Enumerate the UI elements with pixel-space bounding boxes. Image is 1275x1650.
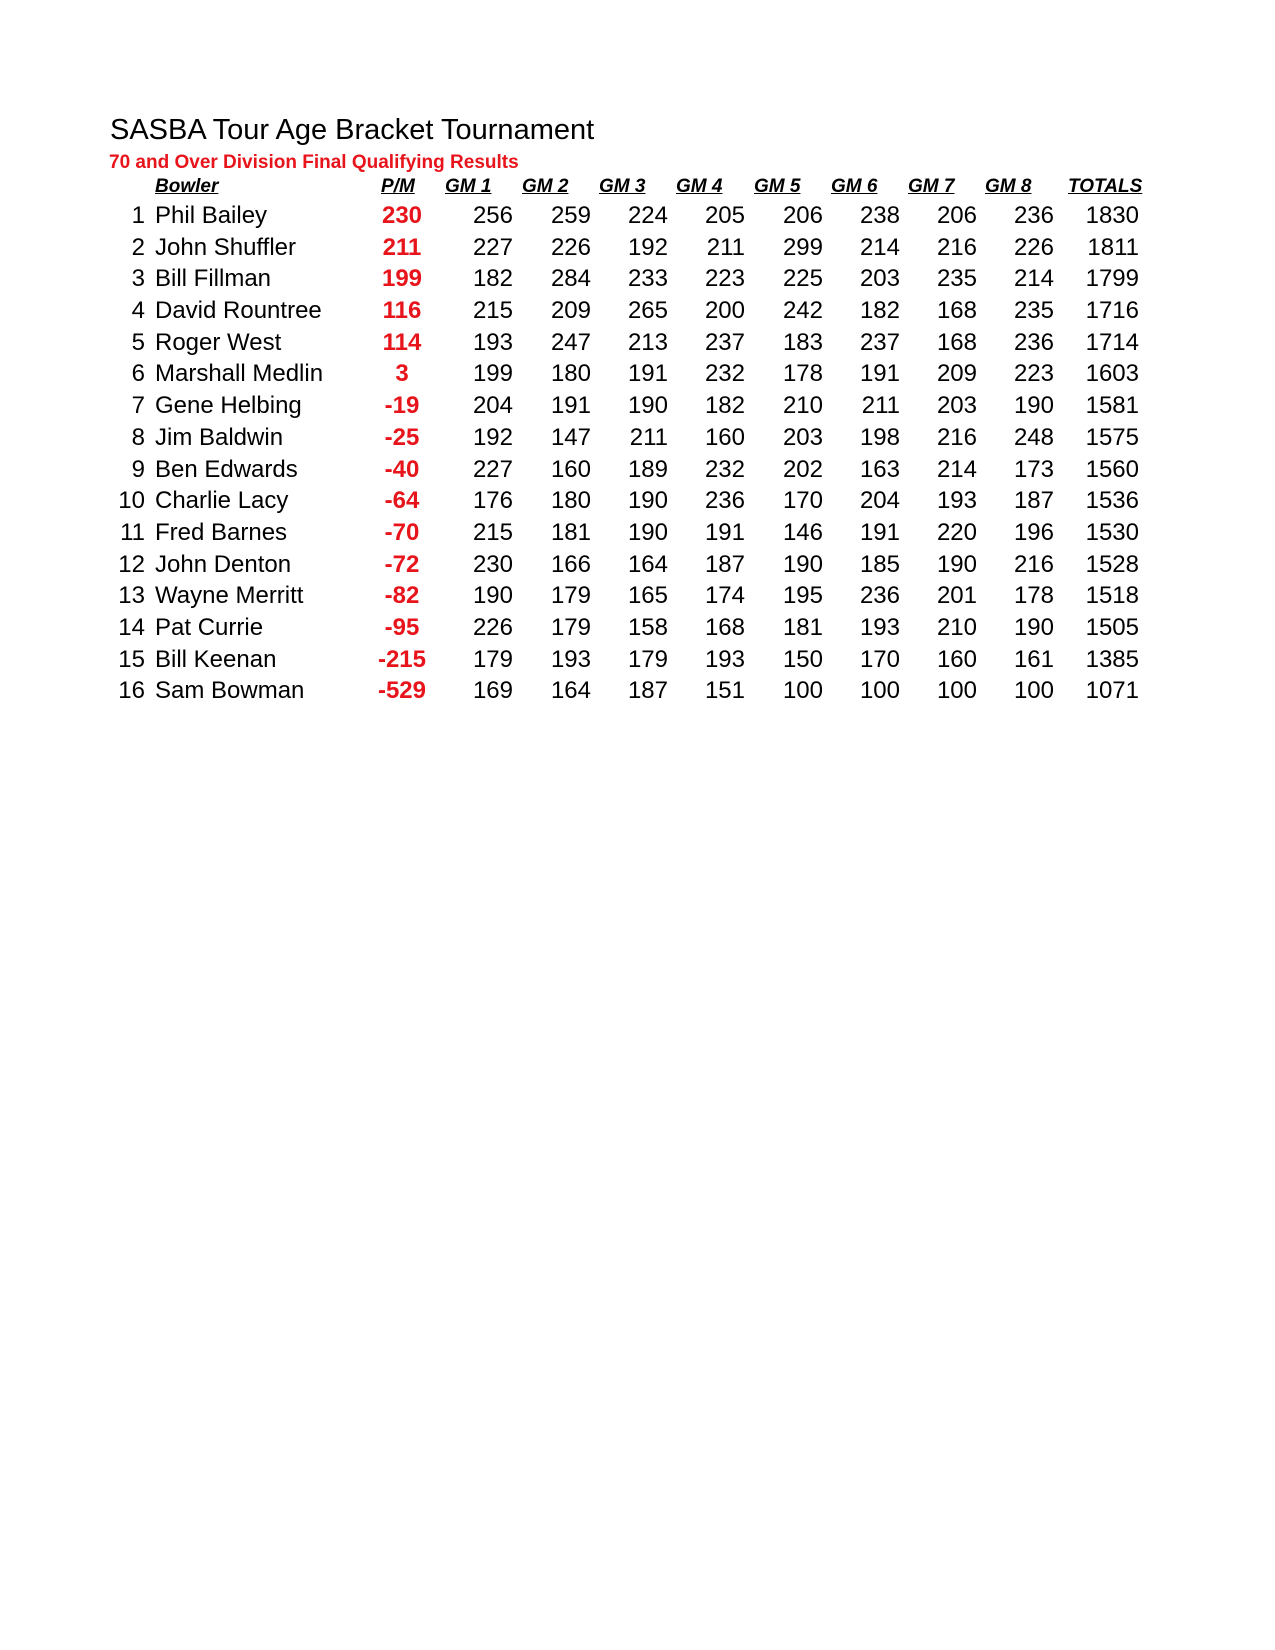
gm2-cell: 179	[550, 582, 591, 610]
pm-cell: 116	[382, 297, 422, 325]
gm4-cell: 205	[704, 202, 745, 229]
gm5-cell: 178	[782, 360, 823, 388]
table-row	[0, 358, 1275, 390]
total-cell: 1071	[1085, 677, 1139, 705]
gm6-cell: 237	[859, 328, 900, 356]
gm1-cell: 199	[472, 360, 513, 388]
gm3-cell: 189	[627, 455, 668, 483]
gm6-cell: 191	[859, 518, 900, 546]
table-row	[0, 454, 1275, 486]
gm1-cell: 182	[472, 265, 513, 293]
table-row	[0, 263, 1275, 295]
pm-cell: 230	[381, 202, 423, 229]
table-row	[0, 327, 1275, 359]
header-gm3: GM 3	[599, 176, 646, 197]
header-gm7: GM 7	[908, 176, 955, 197]
results-table	[0, 174, 1275, 707]
header-gm8: GM 8	[985, 176, 1032, 197]
gm1-cell: 215	[472, 518, 513, 546]
table-row	[0, 612, 1275, 644]
gm8-cell: 190	[1013, 613, 1054, 641]
gm2-cell: 160	[550, 455, 591, 483]
table-row	[0, 549, 1275, 581]
gm1-cell: 193	[472, 328, 513, 356]
gm8-cell: 178	[1013, 582, 1054, 610]
table-row	[0, 295, 1275, 327]
gm2-cell: 284	[550, 265, 591, 293]
gm3-cell: 190	[627, 392, 668, 420]
gm5-cell: 170	[782, 487, 823, 515]
pm-cell: -95	[384, 613, 420, 641]
table-row	[0, 517, 1275, 549]
gm6-cell: 198	[859, 423, 900, 451]
gm7-cell: 100	[936, 677, 977, 705]
bowler-name-cell: Roger West	[155, 328, 282, 356]
gm4-cell: 232	[704, 455, 745, 483]
gm4-cell: 236	[704, 487, 745, 515]
gm5-cell: 206	[782, 202, 823, 229]
rank-cell: 15	[118, 645, 145, 673]
pm-cell: 199	[381, 265, 423, 293]
table-row	[0, 200, 1275, 232]
gm5-cell: 100	[782, 677, 823, 705]
header-bowler: Bowler	[155, 176, 219, 197]
gm1-cell: 227	[472, 233, 513, 261]
gm6-cell: 203	[859, 265, 900, 293]
gm7-cell: 214	[936, 455, 977, 483]
gm5-cell: 242	[782, 297, 823, 325]
gm5-cell: 203	[782, 423, 823, 451]
bowler-name-cell: John Shuffler	[155, 233, 296, 261]
gm4-cell: 232	[704, 360, 745, 388]
total-cell: 1799	[1085, 265, 1139, 293]
header-gm4: GM 4	[676, 176, 723, 197]
gm3-cell: 265	[627, 297, 668, 325]
bowler-name-cell: Jim Baldwin	[155, 423, 284, 451]
gm5-cell: 150	[782, 645, 823, 673]
pm-cell: -529	[377, 677, 427, 705]
gm5-cell: 181	[782, 613, 823, 641]
gm7-cell: 203	[936, 392, 977, 420]
gm1-cell: 176	[472, 487, 513, 515]
gm8-cell: 214	[1013, 265, 1054, 293]
gm5-cell: 225	[782, 265, 823, 293]
gm8-cell: 100	[1013, 677, 1054, 705]
gm8-cell: 190	[1013, 392, 1054, 420]
gm5-cell: 195	[782, 582, 823, 610]
total-cell: 1518	[1085, 582, 1139, 610]
gm7-cell: 220	[936, 518, 977, 546]
gm6-cell: 238	[859, 202, 900, 229]
rank-cell: 7	[131, 392, 145, 420]
rank-cell: 14	[118, 613, 145, 641]
table-row	[0, 422, 1275, 454]
header-gm1: GM 1	[445, 176, 492, 197]
gm7-cell: 216	[936, 423, 977, 451]
gm3-cell: 164	[627, 550, 668, 578]
total-cell: 1581	[1085, 392, 1139, 420]
gm8-cell: 187	[1013, 487, 1054, 515]
bowler-name-cell: Wayne Merritt	[155, 582, 304, 610]
gm3-cell: 191	[627, 360, 668, 388]
bowler-name-cell: Phil Bailey	[155, 202, 268, 229]
gm5-cell: 202	[782, 455, 823, 483]
gm1-cell: 179	[472, 645, 513, 673]
gm4-cell: 182	[704, 392, 745, 420]
rank-cell: 9	[131, 455, 145, 483]
gm8-cell: 236	[1013, 202, 1054, 229]
rank-cell: 8	[131, 423, 145, 451]
gm3-cell: 187	[627, 677, 668, 705]
gm7-cell: 216	[936, 233, 977, 261]
gm2-cell: 164	[550, 677, 591, 705]
gm7-cell: 235	[936, 265, 977, 293]
gm5-cell: 146	[782, 518, 823, 546]
total-cell: 1830	[1085, 202, 1139, 229]
gm6-cell: 191	[859, 360, 900, 388]
pm-cell: -40	[384, 455, 420, 483]
gm7-cell: 201	[936, 582, 977, 610]
pm-cell: 211	[382, 233, 422, 261]
gm3-cell: 233	[627, 265, 668, 293]
gm2-cell: 191	[550, 392, 591, 420]
rank-cell: 10	[118, 487, 145, 515]
gm7-cell: 209	[936, 360, 977, 388]
gm7-cell: 206	[936, 202, 977, 229]
table-row	[0, 232, 1275, 264]
table-header-row	[0, 174, 1275, 200]
gm6-cell: 170	[859, 645, 900, 673]
gm6-cell: 193	[859, 613, 900, 641]
gm2-cell: 247	[550, 328, 591, 356]
page-title: SASBA Tour Age Bracket Tournament	[110, 114, 595, 146]
gm1-cell: 226	[472, 613, 513, 641]
gm6-cell: 182	[859, 297, 900, 325]
gm6-cell: 100	[859, 677, 900, 705]
gm2-cell: 181	[550, 518, 591, 546]
gm7-cell: 168	[936, 297, 977, 325]
total-cell: 1560	[1085, 455, 1139, 483]
gm1-cell: 192	[472, 423, 513, 451]
gm8-cell: 216	[1013, 550, 1054, 578]
gm4-cell: 174	[704, 582, 745, 610]
table-row	[0, 644, 1275, 676]
total-cell: 1528	[1085, 550, 1139, 578]
bowler-name-cell: Charlie Lacy	[155, 487, 289, 515]
gm8-cell: 248	[1013, 423, 1054, 451]
gm2-cell: 180	[550, 360, 591, 388]
gm6-cell: 211	[861, 392, 900, 420]
division-subtitle: 70 and Over Division Final Qualifying Results	[109, 152, 519, 173]
rank-cell: 6	[131, 360, 145, 388]
table-body	[0, 200, 1275, 707]
gm2-cell: 259	[550, 202, 591, 229]
pm-cell: -82	[384, 582, 420, 610]
gm5-cell: 190	[782, 550, 823, 578]
gm3-cell: 165	[627, 582, 668, 610]
bowler-name-cell: Sam Bowman	[155, 677, 305, 705]
table-row	[0, 485, 1275, 517]
gm1-cell: 230	[472, 550, 513, 578]
rank-cell: 11	[120, 518, 145, 546]
header-totals: TOTALS	[1068, 176, 1143, 197]
table-row	[0, 390, 1275, 422]
gm3-cell: 190	[627, 487, 668, 515]
gm8-cell: 236	[1013, 328, 1054, 356]
total-cell: 1603	[1085, 360, 1139, 388]
gm2-cell: 193	[550, 645, 591, 673]
gm2-cell: 147	[550, 423, 591, 451]
gm8-cell: 235	[1013, 297, 1054, 325]
gm6-cell: 236	[859, 582, 900, 610]
bowler-name-cell: John Denton	[155, 550, 292, 578]
bowler-name-cell: Bill Fillman	[155, 265, 272, 293]
gm8-cell: 223	[1013, 360, 1054, 388]
gm2-cell: 226	[550, 233, 591, 261]
gm8-cell: 161	[1013, 645, 1054, 673]
gm3-cell: 179	[627, 645, 668, 673]
table-row	[0, 675, 1275, 707]
bowler-name-cell: Marshall Medlin	[155, 360, 324, 388]
gm2-cell: 180	[550, 487, 591, 515]
gm8-cell: 173	[1013, 455, 1054, 483]
bowler-name-cell: Ben Edwards	[155, 455, 298, 483]
bowler-name-cell: Pat Currie	[155, 613, 264, 641]
total-cell: 1714	[1085, 328, 1139, 356]
gm3-cell: 224	[627, 202, 668, 229]
bowler-name-cell: Gene Helbing	[155, 392, 302, 420]
header-gm2: GM 2	[522, 176, 569, 197]
gm4-cell: 187	[704, 550, 745, 578]
gm7-cell: 193	[936, 487, 977, 515]
gm1-cell: 190	[472, 582, 513, 610]
pm-cell: 3	[395, 360, 409, 388]
gm3-cell: 158	[627, 613, 668, 641]
gm7-cell: 160	[936, 645, 977, 673]
rank-cell: 12	[118, 550, 145, 578]
pm-cell: -19	[384, 392, 420, 420]
gm3-cell: 211	[629, 423, 668, 451]
gm5-cell: 299	[782, 233, 823, 261]
gm3-cell: 192	[627, 233, 668, 261]
gm3-cell: 190	[627, 518, 668, 546]
rank-cell: 1	[131, 202, 145, 229]
gm4-cell: 211	[706, 233, 745, 261]
bowler-name-cell: Bill Keenan	[155, 645, 277, 673]
pm-cell: -215	[377, 645, 427, 673]
rank-cell: 4	[131, 297, 145, 325]
rank-cell: 3	[131, 265, 145, 293]
gm1-cell: 227	[472, 455, 513, 483]
gm4-cell: 237	[704, 328, 745, 356]
bowler-name-cell: David Rountree	[155, 297, 322, 325]
pm-cell: -64	[384, 487, 420, 515]
rank-cell: 5	[131, 328, 145, 356]
header-gm6: GM 6	[831, 176, 878, 197]
table-row	[0, 580, 1275, 612]
total-cell: 1716	[1085, 297, 1139, 325]
gm1-cell: 169	[472, 677, 513, 705]
gm1-cell: 256	[472, 202, 513, 229]
gm5-cell: 183	[782, 328, 823, 356]
gm4-cell: 193	[704, 645, 745, 673]
total-cell: 1575	[1085, 423, 1139, 451]
total-cell: 1505	[1085, 613, 1139, 641]
gm6-cell: 214	[859, 233, 900, 261]
total-cell: 1536	[1085, 487, 1139, 515]
gm4-cell: 151	[704, 677, 745, 705]
gm6-cell: 163	[859, 455, 900, 483]
gm6-cell: 185	[859, 550, 900, 578]
total-cell: 1811	[1087, 233, 1139, 261]
rank-cell: 13	[118, 582, 145, 610]
pm-cell: -25	[384, 423, 420, 451]
total-cell: 1530	[1085, 518, 1139, 546]
gm4-cell: 200	[704, 297, 745, 325]
gm7-cell: 168	[936, 328, 977, 356]
pm-cell: -72	[384, 550, 420, 578]
gm8-cell: 196	[1013, 518, 1054, 546]
gm4-cell: 168	[704, 613, 745, 641]
gm4-cell: 160	[704, 423, 745, 451]
gm6-cell: 204	[859, 487, 900, 515]
pm-cell: 114	[382, 328, 422, 356]
gm5-cell: 210	[782, 392, 823, 420]
rank-cell: 2	[131, 233, 145, 261]
gm4-cell: 223	[704, 265, 745, 293]
gm7-cell: 190	[936, 550, 977, 578]
rank-cell: 16	[118, 677, 145, 705]
bowler-name-cell: Fred Barnes	[155, 518, 288, 546]
gm2-cell: 166	[550, 550, 591, 578]
total-cell: 1385	[1085, 645, 1139, 673]
gm2-cell: 179	[550, 613, 591, 641]
gm3-cell: 213	[627, 328, 668, 356]
gm7-cell: 210	[936, 613, 977, 641]
gm4-cell: 191	[704, 518, 745, 546]
header-gm5: GM 5	[754, 176, 801, 197]
gm1-cell: 215	[472, 297, 513, 325]
gm2-cell: 209	[550, 297, 591, 325]
gm8-cell: 226	[1013, 233, 1054, 261]
gm1-cell: 204	[472, 392, 513, 420]
pm-cell: -70	[384, 518, 420, 546]
header-pm: P/M	[381, 176, 415, 197]
